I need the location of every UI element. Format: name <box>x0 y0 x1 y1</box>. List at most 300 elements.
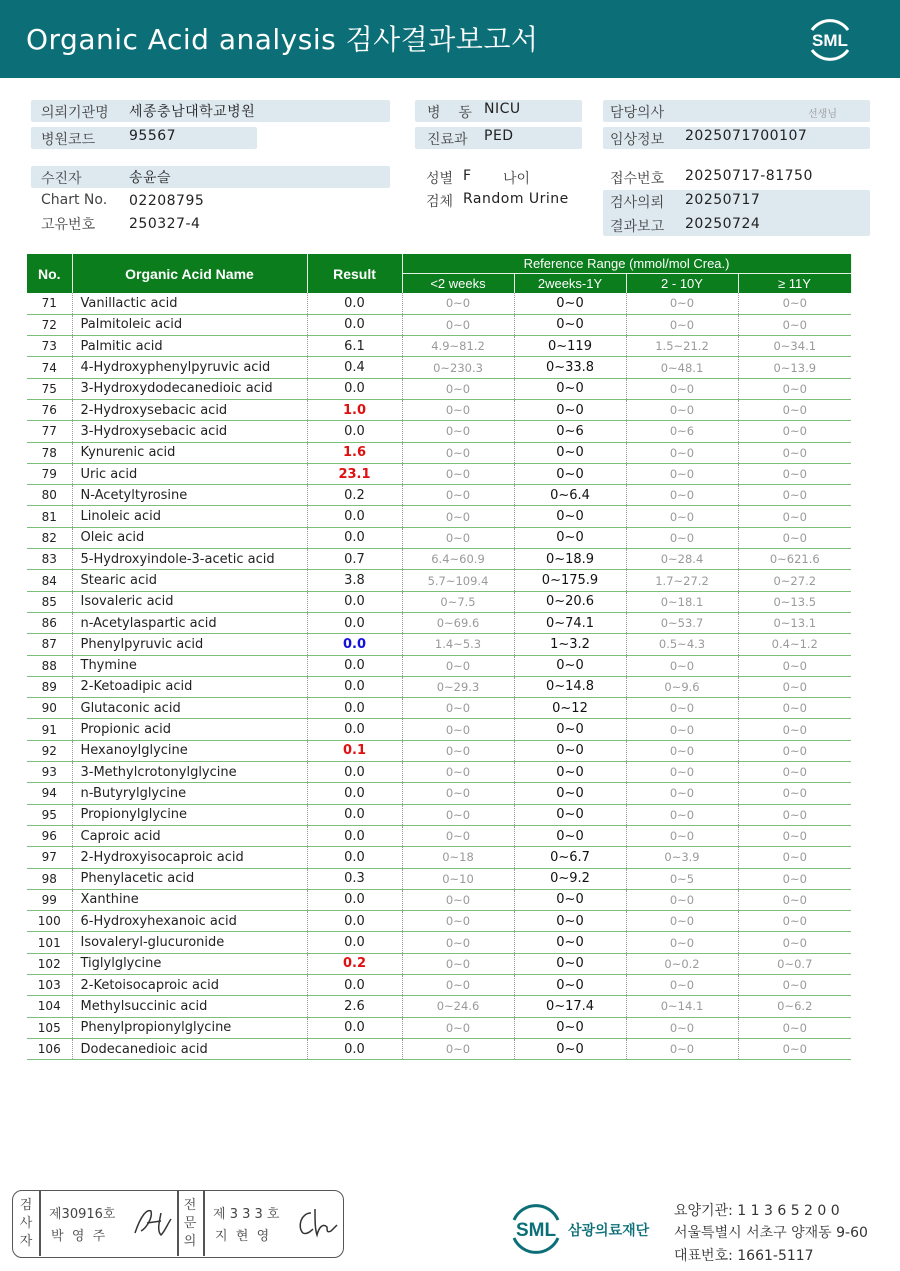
range-under-2-weeks: 0~0 <box>402 719 514 740</box>
table-row <box>27 847 851 868</box>
range-11y-plus: 0~0 <box>738 421 851 442</box>
table-row <box>27 506 851 527</box>
range-2-10y: 0~0 <box>626 740 738 761</box>
table-row <box>27 889 851 910</box>
result-value: 1.6 <box>307 442 402 463</box>
range-2-10y: 0~9.6 <box>626 676 738 697</box>
row-number: 84 <box>27 570 72 591</box>
inspector-no: 제30916호 <box>49 1207 116 1222</box>
age-label: 나이 <box>503 171 531 187</box>
range-under-2-weeks: 0~29.3 <box>402 676 514 697</box>
acid-name: Phenylpropionylglycine <box>72 1017 307 1038</box>
patient-label: 수진자 <box>41 171 82 187</box>
result-value: 0.0 <box>307 421 402 442</box>
table-row <box>27 463 851 484</box>
range-2weeks-1y: 0~0 <box>514 1038 626 1059</box>
range-2weeks-1y: 0~0 <box>514 975 626 996</box>
result-value: 0.2 <box>307 485 402 506</box>
doctor-label: 담당의사 <box>610 105 665 121</box>
range-11y-plus: 0~0 <box>738 889 851 910</box>
acid-name: Hexanoylglycine <box>72 740 307 761</box>
range-2weeks-1y: 0~0 <box>514 719 626 740</box>
range-2-10y: 0~0 <box>626 889 738 910</box>
range-under-2-weeks: 0~0 <box>402 655 514 676</box>
inspector-name: 박 영 주 <box>51 1229 106 1244</box>
results-body <box>27 293 851 1060</box>
range-under-2-weeks: 4.9~81.2 <box>402 336 514 357</box>
row-number: 79 <box>27 463 72 484</box>
sml-logo-text: SML <box>812 31 848 50</box>
acid-name: Propionylglycine <box>72 804 307 825</box>
range-under-2-weeks: 0~0 <box>402 506 514 527</box>
range-11y-plus: 0~0 <box>738 485 851 506</box>
acid-name: 2-Ketoadipic acid <box>72 676 307 697</box>
range-11y-plus: 0~0 <box>738 847 851 868</box>
row-number: 89 <box>27 676 72 697</box>
footer-phone: 대표번호: 1661-5117 <box>674 1248 814 1264</box>
header-no: No. <box>27 254 72 293</box>
range-2weeks-1y: 0~0 <box>514 783 626 804</box>
range-2-10y: 0~5 <box>626 868 738 889</box>
range-11y-plus: 0~27.2 <box>738 570 851 591</box>
row-number: 85 <box>27 591 72 612</box>
specimen-label: 검체 <box>426 194 454 210</box>
range-2-10y: 0~0.2 <box>626 953 738 974</box>
specimen-value: Random Urine <box>463 191 569 207</box>
row-number: 91 <box>27 719 72 740</box>
range-11y-plus: 0~0 <box>738 698 851 719</box>
range-11y-plus: 0~0 <box>738 740 851 761</box>
range-2weeks-1y: 0~74.1 <box>514 612 626 633</box>
range-under-2-weeks: 0~0 <box>402 1017 514 1038</box>
range-under-2-weeks: 0~10 <box>402 868 514 889</box>
range-2weeks-1y: 0~0 <box>514 442 626 463</box>
range-under-2-weeks: 0~0 <box>402 293 514 314</box>
range-2weeks-1y: 0~33.8 <box>514 357 626 378</box>
range-2weeks-1y: 0~0 <box>514 293 626 314</box>
range-11y-plus: 0~13.9 <box>738 357 851 378</box>
row-number: 93 <box>27 762 72 783</box>
table-row <box>27 804 851 825</box>
row-number: 101 <box>27 932 72 953</box>
range-under-2-weeks: 0~0 <box>402 463 514 484</box>
result-value: 0.0 <box>307 847 402 868</box>
receipt-label: 접수번호 <box>610 171 665 187</box>
range-11y-plus: 0~0 <box>738 1017 851 1038</box>
inspector-label: 검사자 <box>19 1198 33 1249</box>
table-row <box>27 485 851 506</box>
acid-name: Thymine <box>72 655 307 676</box>
result-value: 0.7 <box>307 549 402 570</box>
range-11y-plus: 0~0 <box>738 527 851 548</box>
range-2-10y: 0.5~4.3 <box>626 634 738 655</box>
result-value: 0.0 <box>307 634 402 655</box>
range-11y-plus: 0~0 <box>738 676 851 697</box>
table-row <box>27 570 851 591</box>
row-number: 76 <box>27 399 72 420</box>
row-number: 75 <box>27 378 72 399</box>
acid-name: 6-Hydroxyhexanoic acid <box>72 911 307 932</box>
range-under-2-weeks: 0~0 <box>402 442 514 463</box>
footer-org-name: 삼광의료재단 <box>568 1223 650 1239</box>
range-11y-plus: 0~0 <box>738 293 851 314</box>
table-row <box>27 975 851 996</box>
acid-name: 2-Ketoisocaproic acid <box>72 975 307 996</box>
range-2-10y: 0~0 <box>626 463 738 484</box>
table-row <box>27 953 851 974</box>
result-value: 2.6 <box>307 996 402 1017</box>
result-value: 0.2 <box>307 953 402 974</box>
row-number: 86 <box>27 612 72 633</box>
range-2-10y: 0~0 <box>626 975 738 996</box>
range-2-10y: 0~53.7 <box>626 612 738 633</box>
result-value: 6.1 <box>307 336 402 357</box>
range-under-2-weeks: 0~18 <box>402 847 514 868</box>
table-row <box>27 676 851 697</box>
table-row <box>27 655 851 676</box>
ward-value: NICU <box>484 101 521 117</box>
acid-name: Linoleic acid <box>72 506 307 527</box>
acid-name: 3-Hydroxysebacic acid <box>72 421 307 442</box>
range-2weeks-1y: 0~6 <box>514 421 626 442</box>
row-number: 99 <box>27 889 72 910</box>
range-2-10y: 1.7~27.2 <box>626 570 738 591</box>
row-number: 105 <box>27 1017 72 1038</box>
range-2-10y: 0~18.1 <box>626 591 738 612</box>
range-2weeks-1y: 0~0 <box>514 932 626 953</box>
range-2-10y: 0~0 <box>626 506 738 527</box>
result-value: 0.4 <box>307 357 402 378</box>
range-2-10y: 0~0 <box>626 698 738 719</box>
range-11y-plus: 0~0 <box>738 506 851 527</box>
range-under-2-weeks: 0~7.5 <box>402 591 514 612</box>
range-2weeks-1y: 0~18.9 <box>514 549 626 570</box>
range-11y-plus: 0~0 <box>738 1038 851 1059</box>
table-row <box>27 293 851 314</box>
dept-value: PED <box>484 128 514 144</box>
report-label: 결과보고 <box>610 219 665 235</box>
range-under-2-weeks: 0~0 <box>402 804 514 825</box>
range-2weeks-1y: 0~0 <box>514 911 626 932</box>
row-number: 98 <box>27 868 72 889</box>
result-value: 0.0 <box>307 698 402 719</box>
table-row <box>27 762 851 783</box>
row-number: 102 <box>27 953 72 974</box>
results-table <box>27 254 852 1060</box>
acid-name: Phenylacetic acid <box>72 868 307 889</box>
range-11y-plus: 0~0 <box>738 762 851 783</box>
range-11y-plus: 0~13.1 <box>738 612 851 633</box>
row-number: 106 <box>27 1038 72 1059</box>
result-value: 0.0 <box>307 378 402 399</box>
range-2weeks-1y: 1~3.2 <box>514 634 626 655</box>
result-value: 3.8 <box>307 570 402 591</box>
table-row <box>27 634 851 655</box>
table-row <box>27 911 851 932</box>
range-under-2-weeks: 0~0 <box>402 740 514 761</box>
range-2weeks-1y: 0~0 <box>514 655 626 676</box>
institution-value: 세종충남대학교병원 <box>129 104 256 120</box>
acid-name: Vanillactic acid <box>72 293 307 314</box>
table-row <box>27 1017 851 1038</box>
result-value: 0.3 <box>307 868 402 889</box>
table-row <box>27 399 851 420</box>
chart-label: Chart No. <box>41 192 108 208</box>
uid-label: 고유번호 <box>41 217 96 233</box>
row-number: 77 <box>27 421 72 442</box>
range-2-10y: 0~0 <box>626 911 738 932</box>
range-under-2-weeks: 0~0 <box>402 314 514 335</box>
uid-value: 250327-4 <box>129 216 201 232</box>
range-11y-plus: 0~0 <box>738 783 851 804</box>
range-11y-plus: 0~0.7 <box>738 953 851 974</box>
range-11y-plus: 0~0 <box>738 463 851 484</box>
result-value: 0.0 <box>307 293 402 314</box>
acid-name: 2-Hydroxyisocaproic acid <box>72 847 307 868</box>
range-2-10y: 0~0 <box>626 485 738 506</box>
doctor-suffix: 선생님 <box>808 109 837 120</box>
range-2weeks-1y: 0~9.2 <box>514 868 626 889</box>
range-2weeks-1y: 0~0 <box>514 527 626 548</box>
sex-label: 성별 <box>426 171 454 187</box>
range-under-2-weeks: 0~0 <box>402 911 514 932</box>
result-value: 0.0 <box>307 932 402 953</box>
result-value: 0.0 <box>307 1038 402 1059</box>
acid-name: 5-Hydroxyindole-3-acetic acid <box>72 549 307 570</box>
request-value: 20250717 <box>685 192 761 208</box>
table-row <box>27 996 851 1017</box>
header-reference-range: Reference Range (mmol/mol Crea.) <box>402 254 851 273</box>
range-11y-plus: 0~0 <box>738 804 851 825</box>
acid-name: Dodecanedioic acid <box>72 1038 307 1059</box>
acid-name: Isovaleric acid <box>72 591 307 612</box>
range-2-10y: 0~0 <box>626 442 738 463</box>
range-2weeks-1y: 0~175.9 <box>514 570 626 591</box>
table-row <box>27 591 851 612</box>
table-row <box>27 527 851 548</box>
footer-license: 요양기관: 1 1 3 6 5 2 0 0 <box>674 1203 840 1219</box>
range-2-10y: 0~0 <box>626 783 738 804</box>
header-2weeks-1y: 2weeks-1Y <box>514 273 626 293</box>
acid-name: Isovaleryl-glucuronide <box>72 932 307 953</box>
row-number: 95 <box>27 804 72 825</box>
table-row <box>27 442 851 463</box>
result-value: 1.0 <box>307 399 402 420</box>
range-under-2-weeks: 0~0 <box>402 698 514 719</box>
range-2weeks-1y: 0~20.6 <box>514 591 626 612</box>
acid-name: n-Acetylaspartic acid <box>72 612 307 633</box>
chart-value: 02208795 <box>129 193 205 209</box>
table-row <box>27 1038 851 1059</box>
table-row <box>27 719 851 740</box>
report-header <box>0 0 900 78</box>
acid-name: Palmitoleic acid <box>72 314 307 335</box>
result-value: 0.0 <box>307 911 402 932</box>
range-2weeks-1y: 0~0 <box>514 506 626 527</box>
acid-name: Caproic acid <box>72 825 307 846</box>
range-2weeks-1y: 0~0 <box>514 889 626 910</box>
range-11y-plus: 0~0 <box>738 825 851 846</box>
ward-label: 병 동 <box>427 105 472 121</box>
range-11y-plus: 0~34.1 <box>738 336 851 357</box>
range-11y-plus: 0~0 <box>738 911 851 932</box>
result-value: 0.0 <box>307 676 402 697</box>
range-2weeks-1y: 0~0 <box>514 378 626 399</box>
row-number: 73 <box>27 336 72 357</box>
result-value: 0.0 <box>307 889 402 910</box>
result-value: 23.1 <box>307 463 402 484</box>
row-number: 74 <box>27 357 72 378</box>
range-11y-plus: 0~0 <box>738 399 851 420</box>
range-2-10y: 0~3.9 <box>626 847 738 868</box>
result-value: 0.1 <box>307 740 402 761</box>
range-2-10y: 0~0 <box>626 314 738 335</box>
range-under-2-weeks: 5.7~109.4 <box>402 570 514 591</box>
range-2-10y: 0~0 <box>626 762 738 783</box>
range-11y-plus: 0~0 <box>738 719 851 740</box>
dept-label: 진료과 <box>427 132 468 148</box>
range-under-2-weeks: 0~0 <box>402 421 514 442</box>
acid-name: Xanthine <box>72 889 307 910</box>
footer-address: 서울특별시 서초구 양재동 9-60 <box>674 1225 868 1241</box>
table-row <box>27 421 851 442</box>
range-under-2-weeks: 0~0 <box>402 378 514 399</box>
row-number: 88 <box>27 655 72 676</box>
row-number: 71 <box>27 293 72 314</box>
receipt-value: 20250717-81750 <box>685 168 813 184</box>
range-2weeks-1y: 0~0 <box>514 953 626 974</box>
row-number: 87 <box>27 634 72 655</box>
table-row <box>27 314 851 335</box>
sex-value: F <box>463 168 472 184</box>
result-value: 0.0 <box>307 804 402 825</box>
acid-name: Palmitic acid <box>72 336 307 357</box>
range-11y-plus: 0~13.5 <box>738 591 851 612</box>
report-title: Organic Acid analysis 검사결과보고서 <box>26 23 539 56</box>
range-under-2-weeks: 0~0 <box>402 399 514 420</box>
row-number: 81 <box>27 506 72 527</box>
range-11y-plus: 0~0 <box>738 932 851 953</box>
result-value: 0.0 <box>307 314 402 335</box>
range-2-10y: 0~0 <box>626 655 738 676</box>
range-11y-plus: 0~0 <box>738 314 851 335</box>
result-value: 0.0 <box>307 1017 402 1038</box>
range-2weeks-1y: 0~6.4 <box>514 485 626 506</box>
table-row <box>27 932 851 953</box>
table-row <box>27 357 851 378</box>
clinical-value: 2025071700107 <box>685 128 808 144</box>
header-under-2-weeks: <2 weeks <box>402 273 514 293</box>
header-11y-plus: ≥ 11Y <box>738 273 851 293</box>
range-2weeks-1y: 0~0 <box>514 463 626 484</box>
range-under-2-weeks: 0~0 <box>402 485 514 506</box>
header-name: Organic Acid Name <box>72 254 307 293</box>
acid-name: 2-Hydroxysebacic acid <box>72 399 307 420</box>
range-2weeks-1y: 0~0 <box>514 740 626 761</box>
result-value: 0.0 <box>307 825 402 846</box>
result-value: 0.0 <box>307 506 402 527</box>
row-number: 100 <box>27 911 72 932</box>
row-number: 82 <box>27 527 72 548</box>
range-2-10y: 0~28.4 <box>626 549 738 570</box>
range-under-2-weeks: 0~69.6 <box>402 612 514 633</box>
table-row <box>27 868 851 889</box>
acid-name: Kynurenic acid <box>72 442 307 463</box>
range-under-2-weeks: 0~0 <box>402 825 514 846</box>
table-row <box>27 698 851 719</box>
result-value: 0.0 <box>307 612 402 633</box>
range-2weeks-1y: 0~119 <box>514 336 626 357</box>
table-row <box>27 378 851 399</box>
footer-sml-logo-icon <box>508 1200 564 1256</box>
range-under-2-weeks: 0~0 <box>402 975 514 996</box>
acid-name: N-Acetyltyrosine <box>72 485 307 506</box>
range-2-10y: 0~0 <box>626 293 738 314</box>
range-2-10y: 0~0 <box>626 399 738 420</box>
header-result: Result <box>307 254 402 293</box>
acid-name: 4-Hydroxyphenylpyruvic acid <box>72 357 307 378</box>
range-2-10y: 0~0 <box>626 1038 738 1059</box>
range-2-10y: 0~0 <box>626 932 738 953</box>
footer-logo-text: SML <box>515 1220 557 1241</box>
result-value: 0.0 <box>307 975 402 996</box>
range-2-10y: 0~0 <box>626 378 738 399</box>
clinical-label: 임상정보 <box>610 132 665 148</box>
range-2weeks-1y: 0~12 <box>514 698 626 719</box>
table-row <box>27 612 851 633</box>
range-2-10y: 0~0 <box>626 825 738 846</box>
acid-name: 3-Methylcrotonylglycine <box>72 762 307 783</box>
patient-value: 송윤슬 <box>129 170 172 186</box>
range-11y-plus: 0~0 <box>738 975 851 996</box>
range-under-2-weeks: 0~0 <box>402 889 514 910</box>
specialist-signature-icon <box>293 1205 339 1241</box>
range-under-2-weeks: 0~24.6 <box>402 996 514 1017</box>
range-under-2-weeks: 1.4~5.3 <box>402 634 514 655</box>
result-value: 0.0 <box>307 762 402 783</box>
acid-name: Phenylpyruvic acid <box>72 634 307 655</box>
range-2weeks-1y: 0~0 <box>514 314 626 335</box>
inspector-signature-icon <box>131 1205 177 1241</box>
range-under-2-weeks: 0~230.3 <box>402 357 514 378</box>
range-under-2-weeks: 0~0 <box>402 1038 514 1059</box>
row-number: 96 <box>27 825 72 846</box>
range-2-10y: 0~0 <box>626 719 738 740</box>
range-2-10y: 1.5~21.2 <box>626 336 738 357</box>
range-2weeks-1y: 0~17.4 <box>514 996 626 1017</box>
table-row <box>27 549 851 570</box>
range-2-10y: 0~0 <box>626 527 738 548</box>
range-2weeks-1y: 0~0 <box>514 399 626 420</box>
range-under-2-weeks: 0~0 <box>402 762 514 783</box>
row-number: 97 <box>27 847 72 868</box>
row-number: 80 <box>27 485 72 506</box>
range-11y-plus: 0~0 <box>738 378 851 399</box>
signature-box <box>12 1190 344 1258</box>
range-11y-plus: 0~621.6 <box>738 549 851 570</box>
range-11y-plus: 0~6.2 <box>738 996 851 1017</box>
row-number: 83 <box>27 549 72 570</box>
row-number: 90 <box>27 698 72 719</box>
specialist-no: 제 3 3 3 호 <box>213 1207 280 1222</box>
range-under-2-weeks: 0~0 <box>402 527 514 548</box>
table-row <box>27 336 851 357</box>
range-11y-plus: 0~0 <box>738 655 851 676</box>
range-under-2-weeks: 6.4~60.9 <box>402 549 514 570</box>
table-row <box>27 740 851 761</box>
acid-name: 3-Hydroxydodecanedioic acid <box>72 378 307 399</box>
acid-name: Stearic acid <box>72 570 307 591</box>
